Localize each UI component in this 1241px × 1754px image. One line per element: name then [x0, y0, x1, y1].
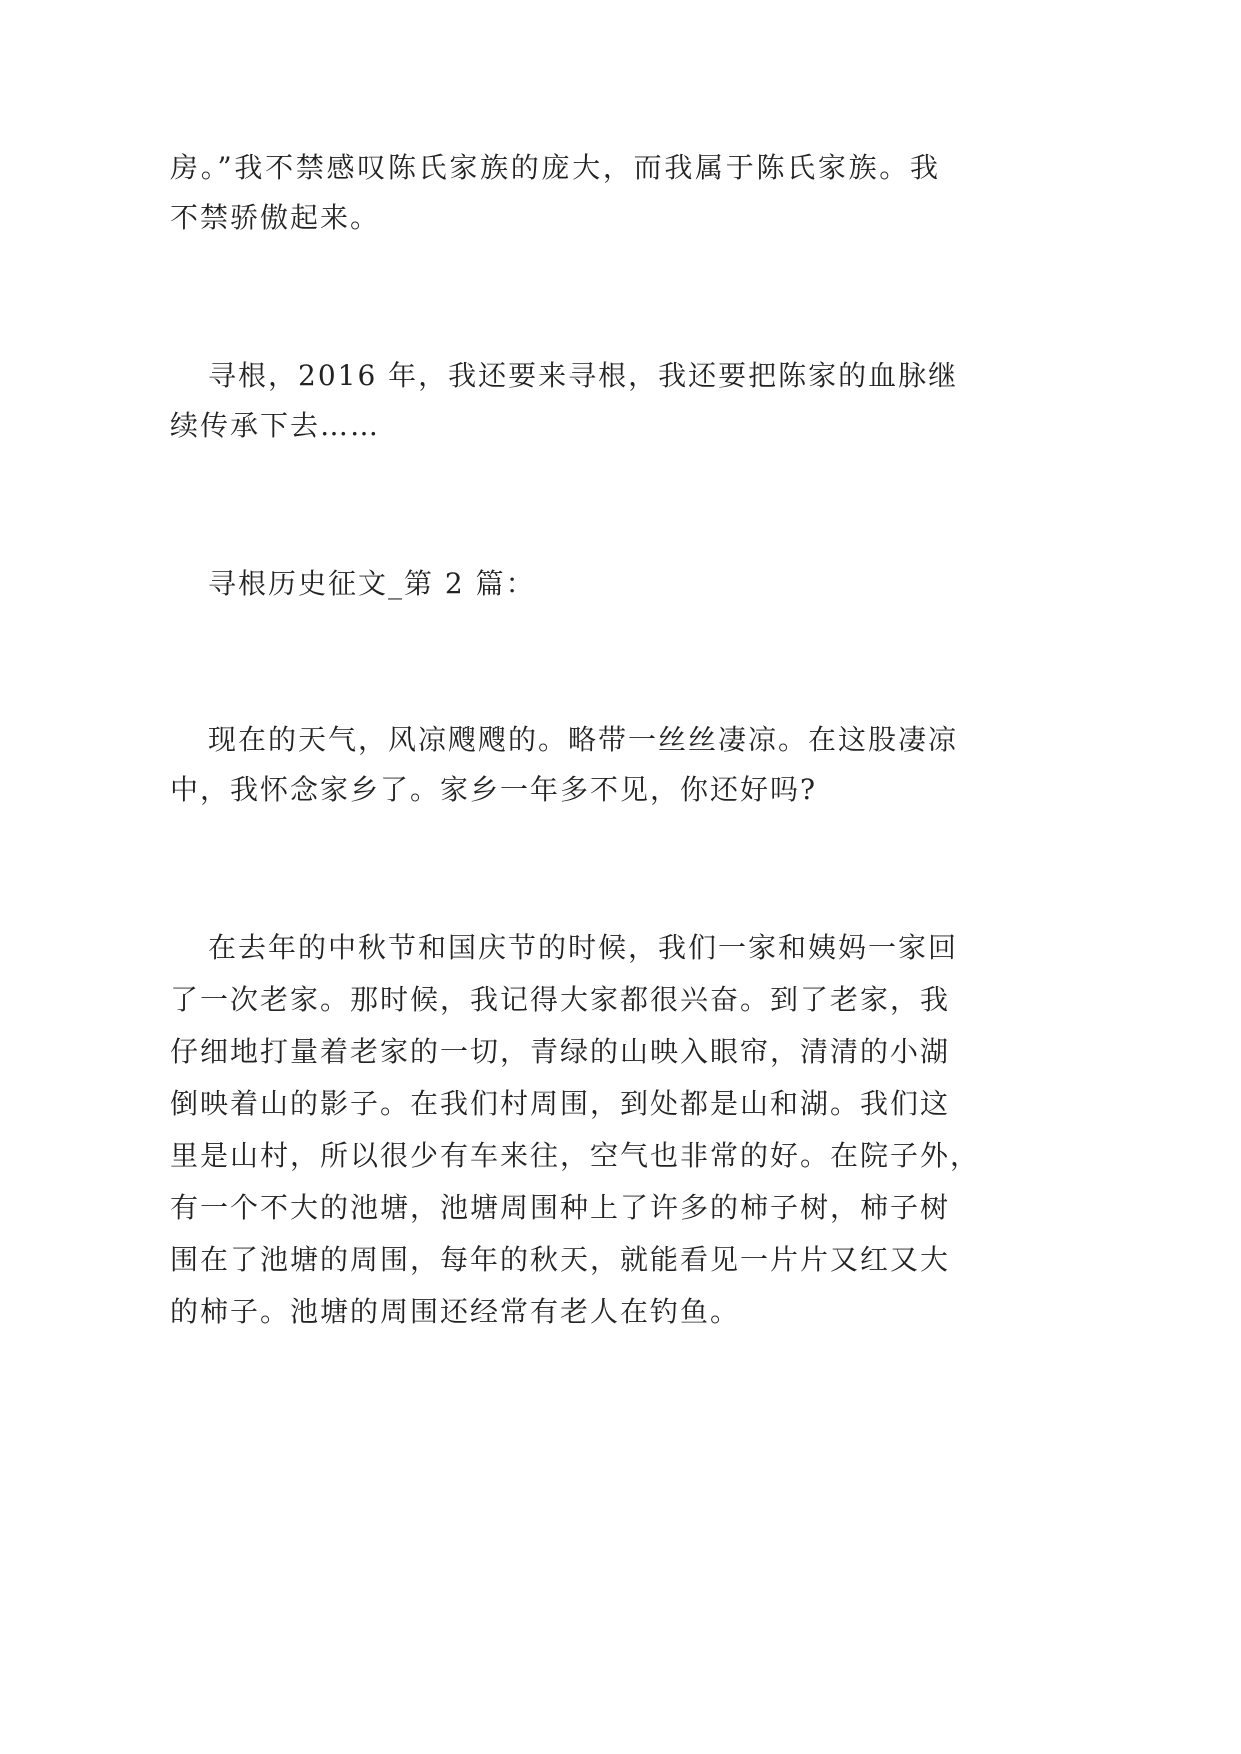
- paragraph-line: 现在的天气，风凉飕飕的。略带一丝丝凄凉。在这股凄凉: [208, 723, 959, 756]
- paragraph-line: 不禁骄傲起来。: [170, 201, 381, 234]
- paragraph-line: 倒映着山的影子。在我们村周围，到处都是山和湖。我们这: [170, 1087, 951, 1120]
- paragraph-line: 有一个不大的池塘，池塘周围种上了许多的柿子树，柿子树: [170, 1191, 951, 1224]
- paragraph-line: 在去年的中秋节和国庆节的时候，我们一家和姨妈一家回: [208, 931, 959, 964]
- paragraph-line: 围在了池塘的周围，每年的秋天，就能看见一片片又红又大: [170, 1243, 951, 1276]
- paragraph-line: 了一次老家。那时候，我记得大家都很兴奋。到了老家，我: [170, 983, 951, 1016]
- paragraph-line: 寻根，2016 年，我还要来寻根，我还要把陈家的血脉继: [208, 359, 959, 392]
- paragraph-line: 房。”我不禁感叹陈氏家族的庞大，而我属于陈氏家族。我: [170, 151, 940, 184]
- paragraph-line: 仔细地打量着老家的一切，青绿的山映入眼帘，清清的小湖: [170, 1035, 951, 1068]
- heading-line: 寻根历史征文_第 2 篇：: [208, 567, 536, 600]
- paragraph-line: 续传承下去……: [170, 409, 381, 442]
- paragraph-line: 里是山村，所以很少有车来往，空气也非常的好。在院子外，: [170, 1139, 981, 1172]
- paragraph-line: 中，我怀念家乡了。家乡一年多不见，你还好吗?: [170, 773, 818, 806]
- paragraph-line: 的柿子。池塘的周围还经常有老人在钓鱼。: [170, 1295, 741, 1328]
